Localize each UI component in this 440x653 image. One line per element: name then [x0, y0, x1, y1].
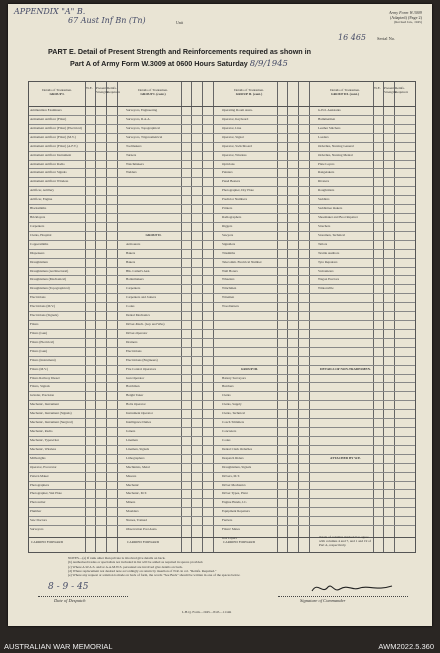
- trade-row: Fitters Railway Diesel: [30, 375, 60, 380]
- trade-row: Operator, Signal: [222, 134, 244, 139]
- trade-row: Rangetakers: [318, 170, 335, 175]
- trade-row: Machinists, Metal: [126, 464, 150, 469]
- trade-row: [317, 427, 373, 436]
- trade-row: [317, 445, 373, 454]
- trade-row: [221, 329, 277, 338]
- totals-note: Totals of columns marked * to agree with columns 4 and 7, and 1 and 19 of Part A, respectively.: [319, 535, 371, 547]
- trade-row: Draughtsmen (Topographical): [30, 286, 70, 291]
- trade-row: Opticians: [222, 161, 235, 166]
- trade-row: Plate Layers: [318, 161, 335, 166]
- trade-row: Armament Artificer (Fitter): [30, 116, 67, 121]
- trade-row: Fitters (M.V.): [30, 366, 48, 371]
- trade-row: GROUP II.: [145, 232, 162, 237]
- header-present: Present Strength.: [96, 86, 109, 94]
- despatch-date-label: Date of Despatch: [54, 598, 86, 603]
- trade-row: [317, 356, 373, 365]
- header-details-2: Details of Tradesmen.: [138, 88, 168, 92]
- trade-row: Masons: [126, 473, 137, 478]
- trade-row: Operator, Keyboard: [222, 116, 249, 121]
- header-group1-cont: GROUP I. (cont.): [140, 92, 166, 96]
- trade-row: Drainers: [126, 339, 138, 344]
- carried-forward-1: CARRIED FORWARD: [31, 540, 64, 544]
- trade-row: Draughtsmen (Mechanical): [30, 277, 67, 282]
- trade-row: Dental Mechanics: [126, 313, 150, 318]
- trade-row: [317, 400, 373, 409]
- trade-row: [317, 302, 373, 311]
- trade-row: Predictor Numbers: [222, 197, 247, 202]
- header-details-4: Details of Tradesmen.: [330, 88, 360, 92]
- appendix-label: APPENDIX "A" B.: [14, 7, 86, 16]
- trade-row: Surveyors, Topographical: [126, 125, 160, 130]
- trade-row: Clerks, Technical: [222, 411, 245, 416]
- trade-row: Engine Hands, I.C.: [222, 500, 248, 505]
- trade-row: Dental Clerk Orderlies: [222, 446, 253, 451]
- header-we-4: W.E.: [374, 86, 381, 90]
- archive-id: AWM2022.5.360: [378, 642, 434, 651]
- trade-row: Draughtsmen (Architectural): [30, 268, 69, 273]
- trade-row: Winchmen: [222, 286, 237, 291]
- trade-row: Mechanic, Typewriter: [30, 437, 60, 442]
- carried-forward-2: CARRIED FORWARD: [127, 540, 160, 544]
- trade-row: Wintonville: [318, 286, 334, 291]
- trade-row: DETAILS OF NON-TRADESMEN.: [320, 366, 371, 371]
- trade-row: Ammunition Examiners: [30, 108, 62, 112]
- trade-row: Operator, Wireless: [222, 152, 247, 157]
- trade-row: Height Taker: [126, 393, 144, 398]
- trade-row: Blacksmiths: [30, 206, 47, 211]
- trade-row: Grinder, Precision: [30, 393, 55, 398]
- trade-row: Millwrights: [30, 455, 46, 460]
- note-a: NOTES—(a) If rank other than private is involved give details on back.: [68, 556, 166, 560]
- trade-row: Bakers: [126, 250, 136, 255]
- trade-row: Clerks: [222, 393, 231, 398]
- trade-row: Signallers: [222, 241, 236, 246]
- trade-row: Fitters, Signals: [30, 384, 50, 389]
- trade-row: Saw Doctors: [30, 518, 47, 523]
- trade-row: Shoemaker and Boot Repairer: [318, 215, 358, 219]
- trade-row: Wheelers: [222, 277, 235, 282]
- trade-row: Gun Operator: [126, 375, 145, 380]
- trade-row: Loaders: [318, 134, 329, 139]
- trade-row: Leather Stitchers: [318, 125, 341, 130]
- unit-label: Unit: [176, 20, 184, 25]
- trade-row: Panel Beaters: [222, 179, 241, 184]
- trade-row: Gas Layers: [222, 536, 237, 540]
- trade-row: Electricians (M.V.): [30, 304, 56, 309]
- header-reinf: Reinfs. Required.: [107, 86, 121, 94]
- trade-row: Sawyers: [222, 232, 234, 237]
- trade-row: Vulcanizers: [318, 268, 334, 273]
- trade-row: Electricians (Engineers): [126, 357, 158, 362]
- trade-row: Mechanic, Instrument (Signals): [30, 411, 72, 416]
- trade-row: Dispensers: [30, 250, 45, 255]
- trade-row: ATTACHED BY W.E.: [329, 455, 362, 460]
- trade-row: Coach Trimmers: [222, 420, 245, 425]
- trade-row: [317, 338, 373, 347]
- trade-row: Clerks, Supply: [222, 402, 242, 407]
- trade-row: Carpenters: [30, 223, 45, 228]
- header-details-1: Details of Tradesmen.: [42, 88, 72, 92]
- trade-row: Tinsmiths: [222, 250, 236, 255]
- trade-row: [221, 320, 277, 329]
- trade-row: Mechanic, Radio: [30, 429, 53, 433]
- trade-row: Tailors: [318, 241, 328, 246]
- trade-row: Bakers: [126, 259, 136, 264]
- trade-row: Armourers: [126, 241, 141, 246]
- trade-row: Watchmakers: [126, 161, 144, 166]
- header-group3-cont: GROUP III. (cont.): [331, 92, 359, 96]
- trade-row: Fitters (Instrument): [30, 357, 56, 362]
- header-present-4: Present Strength.: [384, 86, 397, 94]
- trade-row: Armament Artificer Instrument: [30, 152, 72, 157]
- trade-row: Clerks, Hospital: [30, 232, 52, 237]
- trade-row: Textile Auditors: [318, 250, 340, 255]
- trade-row: Cooks: [126, 304, 135, 309]
- trade-row: Electricians: [126, 348, 142, 353]
- trade-row: [221, 347, 277, 356]
- strength-table: [28, 81, 416, 553]
- trade-row: Artificer, Artillery: [30, 188, 55, 193]
- trade-row: Hatchman: [126, 384, 140, 389]
- trade-row: [125, 186, 181, 195]
- trade-row: Cooks: [222, 437, 231, 442]
- trade-row: Painters: [222, 170, 233, 175]
- trade-row: [317, 311, 373, 320]
- header-group2-cont: GROUP II. (cont.): [235, 92, 263, 96]
- trade-row: Surveyors, R.A.A.: [126, 116, 151, 121]
- trade-row: Bricklayers: [30, 215, 46, 219]
- trade-row: Equipment Repairers: [222, 509, 250, 514]
- trade-row: Toolmakers: [126, 143, 142, 148]
- trade-row: Riggers: [222, 223, 233, 228]
- trade-row: [317, 293, 373, 302]
- note-b: (b) Authorised trades or specialists not included in list will be added as required in spaces provided.: [68, 560, 204, 565]
- trade-row: [221, 338, 277, 347]
- trade-row: Wall Borers: [222, 268, 238, 273]
- trade-row: Welders: [126, 170, 137, 175]
- trade-row: Fitters (Electrical): [30, 339, 55, 344]
- trade-row: Tyre Repairers: [318, 259, 338, 264]
- trade-row: Moulders: [126, 509, 139, 514]
- trade-row: Mechanic, Instrument (Surgical): [30, 420, 73, 425]
- trade-row: Printers: [222, 206, 233, 211]
- archive-bar: [0, 630, 440, 653]
- trade-row: [125, 204, 181, 213]
- trade-row: Armament Artificer (Fitter) (M.V.): [30, 134, 76, 139]
- serial-handwritten: 16 465: [338, 33, 366, 42]
- note-d: (d) Where replacement not desired note accordingly on return by insertion of N.R. in col. "Reinfs. Required.": [68, 568, 217, 573]
- trade-row: Orderlies, Nursing Mental: [318, 152, 353, 157]
- trade-row: [317, 374, 373, 383]
- notes-block: [68, 556, 240, 577]
- form-ref-1: Army Form W.3009: [389, 10, 422, 15]
- trade-row: Coppersmiths: [30, 241, 49, 246]
- commander-signature: [308, 579, 398, 597]
- trade-row: Battery Surveyors: [222, 375, 246, 380]
- trade-row: Riveters: [318, 179, 329, 184]
- trade-row: Joiners: [126, 429, 136, 433]
- trade-row: Linemen, Signals: [126, 446, 150, 451]
- form-ref-3: (Revised Jan., 1945): [394, 20, 422, 24]
- trade-row: [317, 382, 373, 391]
- trade-row: Roughriders: [318, 188, 335, 193]
- trade-row: [125, 213, 181, 222]
- trade-row: Operating Room Assts.: [222, 108, 253, 112]
- trade-row: Mechanic, M.T.: [126, 491, 147, 496]
- trade-row: Mechanic: [126, 482, 139, 487]
- trade-row: Armament Artificer (Fitter) (A.F.V.): [30, 143, 78, 148]
- trade-row: Operator, Excavator: [30, 464, 57, 469]
- trade-row: Mechanic, Wireless: [30, 446, 56, 451]
- trade-row: Operator, Line: [222, 125, 242, 130]
- trade-row: Fitters: [30, 322, 39, 326]
- trade-row: Turners: [126, 152, 137, 157]
- trade-row: Armament Artificer Signals: [30, 170, 67, 175]
- trade-row: Holts Operator: [126, 402, 146, 407]
- trade-row: Orderlies, Nursing General: [318, 143, 354, 148]
- trade-row: Despatch Riders: [222, 455, 244, 460]
- trade-row: Draughtsmen: [30, 259, 48, 264]
- title-date-handwritten: 8/9/1945: [249, 59, 288, 69]
- trade-row: Armament Artificer (Fitter) (Electrical): [30, 125, 82, 130]
- carried-forward-3: CARRIED FORWARD: [223, 540, 256, 544]
- trade-row: Observation Post Assts.: [126, 527, 158, 532]
- title-line-2: Part A of Army Form W.3009 at 0600 Hours Saturday: [70, 59, 248, 68]
- trade-row: Surveyors: [30, 527, 44, 532]
- trade-row: Wagon Erectors: [318, 277, 340, 282]
- trade-row: Intelligence Duties: [126, 420, 151, 425]
- trade-row: Pattern Maker: [30, 473, 49, 478]
- trade-row: Electricians (Signals): [30, 313, 59, 318]
- trade-row: Mechanic, Instrument: [30, 402, 59, 407]
- trade-row: Farriers: [222, 518, 233, 523]
- trade-row: Telecomm. Electrical Number: [222, 259, 262, 264]
- trade-row: Photographer, Dry Plate: [222, 188, 254, 193]
- trade-row: Concreters: [222, 429, 237, 433]
- trade-row: Artificer, Engine: [30, 197, 53, 202]
- trade-row: Draughtsmen, Signals: [222, 464, 252, 469]
- trade-row: Driver Types, Plant: [222, 491, 248, 496]
- note-c: (c) Where A.W.A.S. and/or A.A.M.W.S. personnel are involved give details on back.: [68, 564, 183, 569]
- trade-row: Instrument Operator: [126, 411, 153, 416]
- trade-row: Photographers: [30, 482, 50, 487]
- form-page: [8, 4, 432, 626]
- header-reinf-4: Reinfs. Required.: [395, 86, 409, 94]
- trade-row: [221, 311, 277, 320]
- trade-row: Boilermakers: [126, 277, 144, 282]
- trade-row: [317, 409, 373, 418]
- trade-row: Fitters' Mates: [222, 527, 240, 532]
- trade-row: Woodturners: [222, 304, 239, 309]
- trade-row: Armament Artificer Radio: [30, 161, 65, 166]
- trade-row: Radiographers: [222, 215, 242, 219]
- trade-row: Saddlers: [318, 197, 330, 202]
- trade-row: [317, 418, 373, 427]
- trade-row: Operator, Switchboard: [222, 143, 252, 148]
- trade-row: Nurses, Trained: [126, 518, 147, 523]
- note-e: (e) Where any request or solution is made on back of form, the words "See Back" should be written in one of the spaces below.: [68, 573, 241, 578]
- trade-row: Fitters (Gun): [30, 330, 48, 335]
- trade-row: Photowriter: [30, 500, 46, 505]
- trade-row: [125, 177, 181, 186]
- trade-row: Armament Artificer Wireless: [30, 179, 69, 184]
- trade-row: Driver Mechanics: [222, 482, 246, 487]
- trade-row: [317, 391, 373, 400]
- trade-row: Blk. Camel's Asst.: [126, 268, 151, 273]
- trade-row: Saddletree makers: [318, 206, 343, 211]
- trade-row: Photographer, Wet Plate: [30, 491, 62, 496]
- trade-row: [317, 436, 373, 445]
- form-ref-2: (Adapted) (Page 2): [389, 15, 422, 20]
- trade-row: Hammermen: [318, 116, 336, 121]
- unit-handwritten: 67 Aust Inf Bn (Tn): [68, 16, 146, 25]
- trade-row: Strechers: [318, 223, 331, 228]
- trade-row: Driver-Operator: [126, 330, 148, 335]
- trade-row: Fire Control Operators: [126, 366, 157, 371]
- despatch-date-handwritten: 8 - 9 - 45: [48, 582, 89, 592]
- trade-row: Miners: [126, 500, 136, 505]
- trade-row: Carpenters: [126, 286, 141, 291]
- trade-row: [317, 320, 373, 329]
- trade-row: Drivers, M.T.: [222, 473, 240, 478]
- trade-row: [125, 195, 181, 204]
- trade-row: [317, 347, 373, 356]
- trade-row: [317, 329, 373, 338]
- trade-row: Electricians: [30, 295, 46, 300]
- trade-row: Storemen, Technical: [318, 232, 345, 237]
- trade-row: Linemen: [126, 437, 138, 442]
- trade-row: Lithographers: [126, 455, 145, 460]
- archive-left-label: AUSTRALIAN WAR MEMORIAL: [4, 642, 113, 651]
- trade-row: G.P.O. Assistants: [318, 108, 341, 112]
- trade-row: [221, 356, 277, 365]
- header-details-3: Details of Tradesmen.: [234, 88, 264, 92]
- trade-row: [125, 222, 181, 231]
- signature-label: Signature of Commander: [300, 598, 346, 603]
- title-line-1: PART E. Detail of Present Strength and Reinforcements required as shown in: [48, 47, 312, 56]
- trade-row: Plumber: [30, 509, 42, 514]
- serial-label: Serial No.: [377, 36, 396, 41]
- print-reference: L.H.Q. Form—1945—8/45—11/4m: [182, 610, 232, 614]
- header-group1: GROUP I.: [49, 92, 65, 96]
- trade-row: Wiremen: [222, 295, 235, 300]
- trade-row: Fitters (Gun): [30, 348, 48, 353]
- trade-row: Butchers: [222, 384, 234, 389]
- trade-row: GROUP III.: [240, 366, 259, 371]
- header-we: W.E.: [86, 86, 93, 90]
- trade-row: Surveyors, Engineering: [126, 108, 158, 112]
- trade-row: Surveyors, Trigonometrical: [126, 134, 163, 139]
- trade-row: Driver-Mech. (Grp and Wks): [126, 322, 165, 326]
- trade-row: Carpenters and Joiners: [126, 295, 157, 300]
